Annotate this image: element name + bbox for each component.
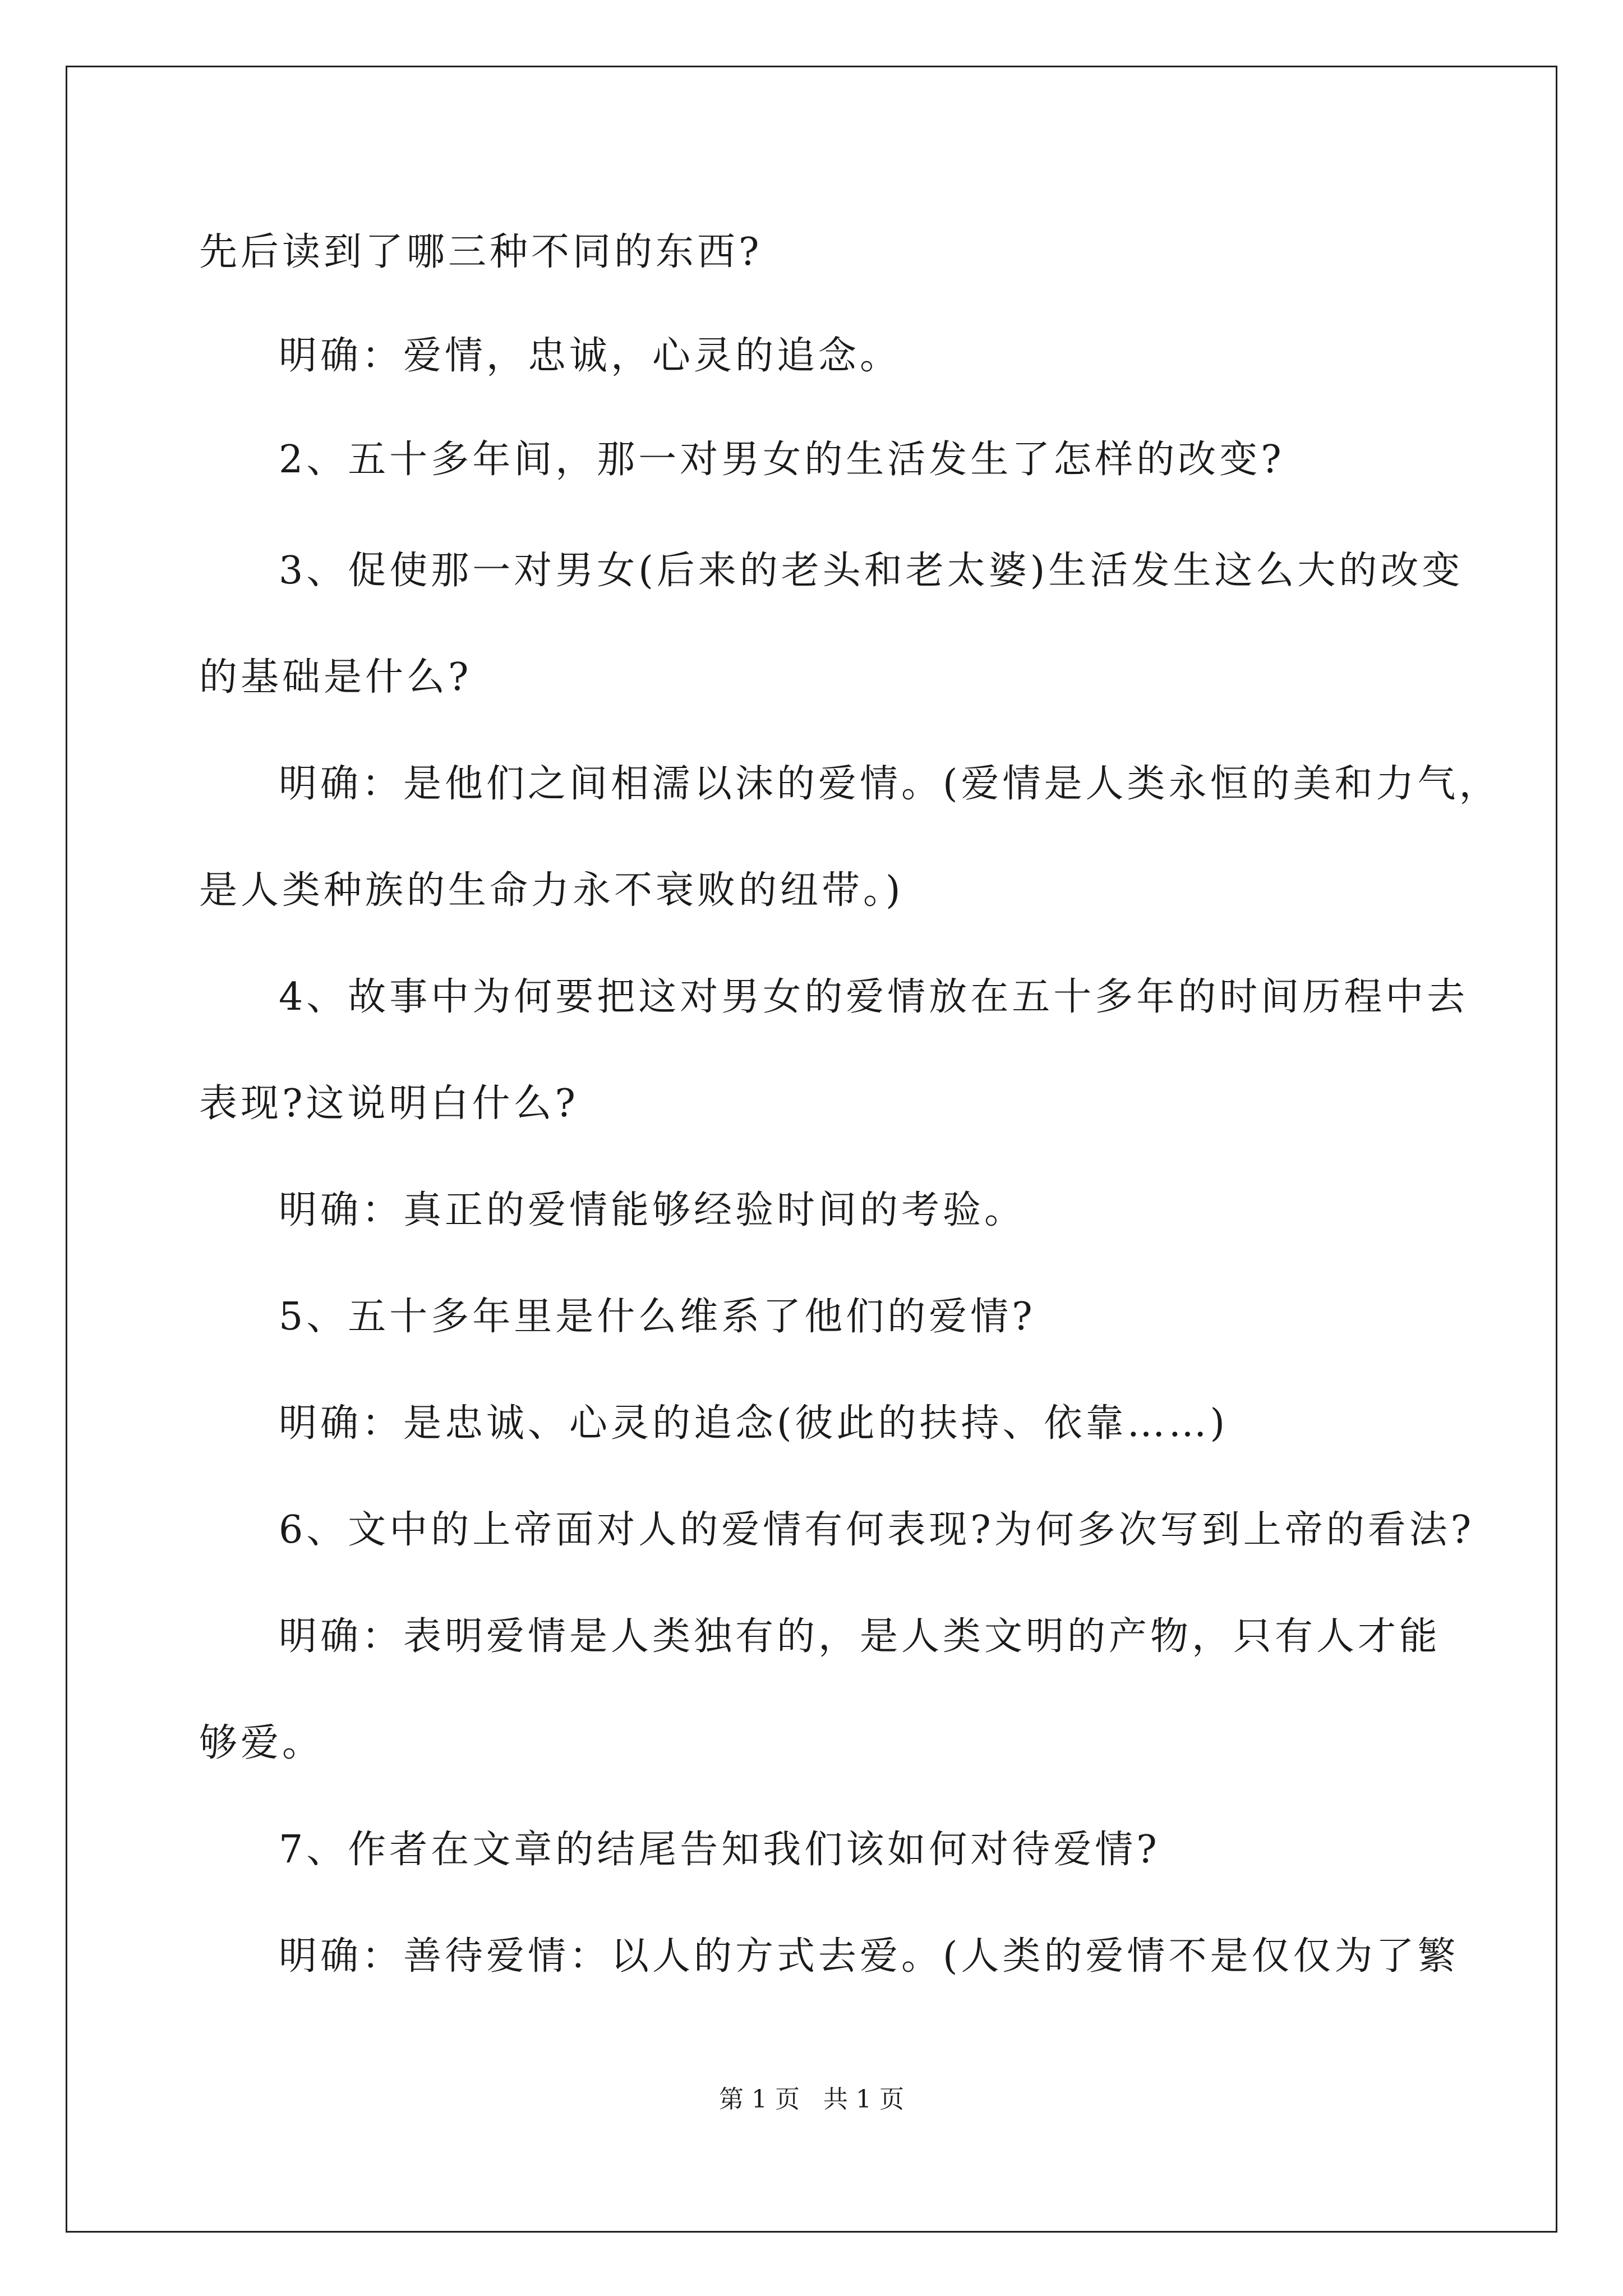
page-border bbox=[66, 66, 1557, 2233]
answer-line: 明确：善待爱情：以人的方式去爱。(人类的爱情不是仅仅为了繁 bbox=[279, 1934, 1459, 1978]
answer-line: 明确：是他们之间相濡以沫的爱情。(爱情是人类永恒的美和力气， bbox=[279, 762, 1501, 806]
question-line: 5、五十多年里是什么维系了他们的爱情? bbox=[279, 1295, 1036, 1339]
paragraph-line: 是人类种族的生命力永不衰败的纽带。) bbox=[199, 868, 904, 913]
paragraph-line: 表现?这说明白什么? bbox=[199, 1082, 579, 1126]
answer-line: 明确：是忠诚、心灵的追念(彼此的扶持、依靠……) bbox=[279, 1401, 1229, 1446]
question-line: 4、故事中为何要把这对男女的爱情放在五十多年的时间历程中去 bbox=[279, 975, 1469, 1019]
answer-line: 明确：表明爱情是人类独有的，是人类文明的产物，只有人才能 bbox=[279, 1614, 1441, 1659]
question-line: 6、文中的上帝面对人的爱情有何表现?为何多次写到上帝的看法? bbox=[279, 1508, 1475, 1552]
answer-line: 明确：真正的爱情能够经验时间的考验。 bbox=[279, 1188, 1026, 1232]
paragraph-line: 的基础是什么? bbox=[199, 655, 472, 700]
paragraph-line: 够爱。 bbox=[199, 1721, 324, 1765]
page-number-footer: 第 1 页 共 1 页 bbox=[719, 2085, 904, 2114]
paragraph-line: 先后读到了哪三种不同的东西? bbox=[199, 230, 763, 274]
question-line: 2、五十多年间，那一对男女的生活发生了怎样的改变? bbox=[279, 438, 1285, 482]
answer-line: 明确：爱情，忠诚，心灵的追念。 bbox=[279, 334, 902, 378]
question-line: 3、促使那一对男女(后来的老头和老太婆)生活发生这么大的改变 bbox=[279, 549, 1464, 593]
question-line: 7、作者在文章的结尾告知我们该如何对待爱情? bbox=[279, 1828, 1160, 1872]
